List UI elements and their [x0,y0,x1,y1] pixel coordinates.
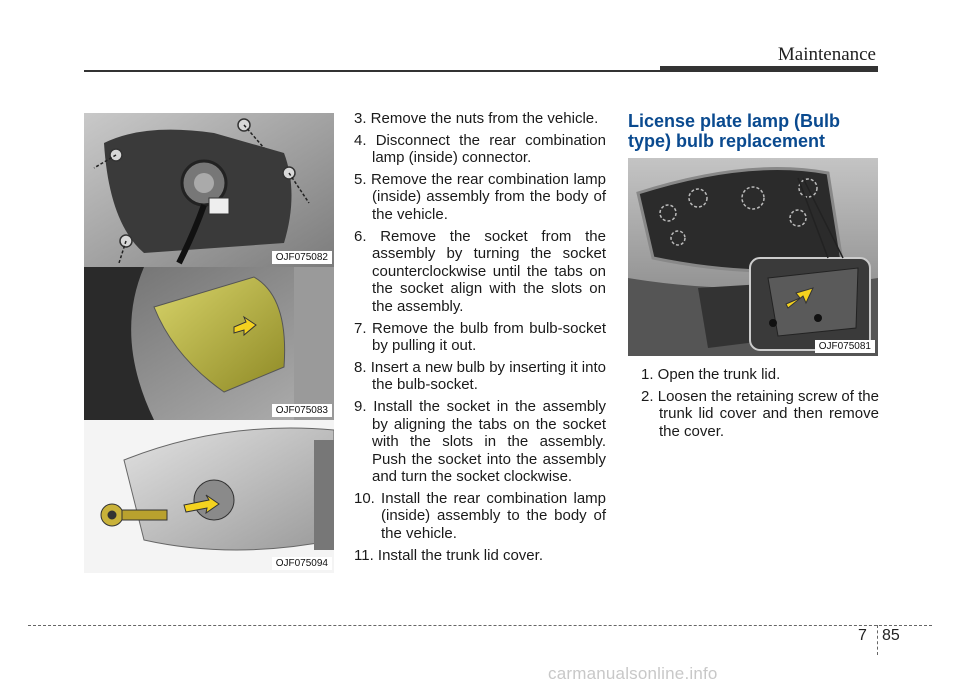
figure-trunk-lid [628,158,878,356]
bulb-socket-illustration [84,420,334,573]
section-title: License plate lamp (Bulb type) bulb replacement [628,111,841,151]
procedure-steps [354,110,606,568]
figure-caption: OJF075094 [272,557,332,570]
step-item: 10. Install the rear combination lamp (inside) assembly to the body of the vehicle. [354,489,606,543]
step-item: 3. Remove the nuts from the vehicle. [354,110,599,127]
trunk-lid-illustration [628,158,878,356]
step-item: 4. Disconnect the rear combination lamp (inside) connector. [354,131,606,167]
page-chapter: 7 [858,627,867,644]
footer-rule [28,625,932,626]
figure-caption: OJF075081 [815,340,875,353]
lamp-nuts-illustration [84,113,334,267]
step-item: 7. Remove the bulb from bulb-socket by pulling it out. [354,319,606,355]
watermark: carmanualsonline.info [548,664,718,683]
step-item: 9. Install the socket in the assembly by aligning the tabs on the socket with the slots in the assembly. Push the socket into the assembly and turn the socket clockwise. [354,397,606,486]
page-number: 85 [882,627,900,644]
step-item: 6. Remove the socket from the assembly by turning the socket counterclockwise until the tabs on the socket align with the slots on the assembly. [354,227,606,315]
footer-divider [877,625,878,655]
step-item: 2. Loosen the retaining screw of the trunk lid cover and then remove the cover. [641,387,879,440]
header-title: Maintenance [777,44,876,65]
header-rule-accent [660,66,878,72]
step-item: 1. Open the trunk lid. [641,366,781,383]
license-lamp-steps [641,366,879,444]
figure-caption: OJF075082 [272,251,332,264]
figure-bulb-socket [84,420,334,574]
step-item: 8. Insert a new bulb by inserting it into the bulb-socket. [354,358,606,394]
trunk-cover-illustration [84,267,334,420]
figure-caption: OJF075083 [272,404,332,417]
figure-lamp-nuts [84,113,334,268]
figure-trunk-cover [84,267,334,421]
step-item: 5. Remove the rear combination lamp (inside) assembly from the body of the vehicle. [354,170,606,223]
step-item: 11. Install the trunk lid cover. [354,546,543,564]
